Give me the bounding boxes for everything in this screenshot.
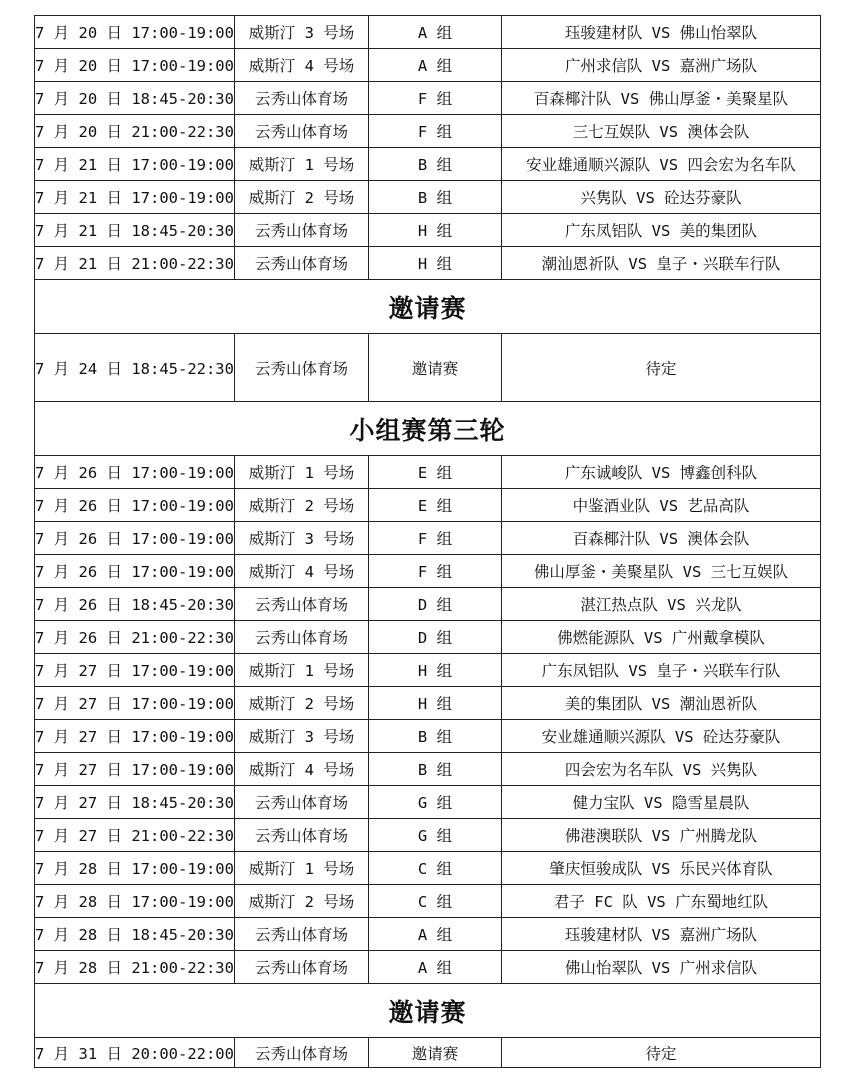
section-title: 小组赛第三轮 xyxy=(35,402,821,456)
schedule-body xyxy=(35,16,821,1068)
match-row xyxy=(35,885,821,918)
match-teams: 佛山怡翠队 VS 广州求信队 xyxy=(502,951,821,984)
match-teams: 健力宝队 VS 隐雪星晨队 xyxy=(502,786,821,819)
match-row xyxy=(35,819,821,852)
match-group: H 组 xyxy=(369,247,502,280)
match-date-time: 7 月 28 日 21:00-22:30 xyxy=(35,951,235,984)
match-group: B 组 xyxy=(369,720,502,753)
match-row xyxy=(35,753,821,786)
match-venue: 云秀山体育场 xyxy=(235,247,369,280)
match-date-time: 7 月 20 日 17:00-19:00 xyxy=(35,16,235,49)
match-date-time: 7 月 26 日 17:00-19:00 xyxy=(35,555,235,588)
match-row xyxy=(35,489,821,522)
match-group: D 组 xyxy=(369,621,502,654)
match-date-time: 7 月 27 日 17:00-19:00 xyxy=(35,753,235,786)
match-row xyxy=(35,181,821,214)
match-group: H 组 xyxy=(369,214,502,247)
match-row xyxy=(35,918,821,951)
match-date-time: 7 月 27 日 17:00-19:00 xyxy=(35,654,235,687)
match-teams: 百森椰汁队 VS 佛山厚釜・美聚星队 xyxy=(502,82,821,115)
match-teams: 湛江热点队 VS 兴龙队 xyxy=(502,588,821,621)
match-row xyxy=(35,621,821,654)
match-row xyxy=(35,456,821,489)
match-venue: 云秀山体育场 xyxy=(235,82,369,115)
match-group: A 组 xyxy=(369,16,502,49)
match-group: A 组 xyxy=(369,951,502,984)
match-venue: 威斯汀 2 号场 xyxy=(235,181,369,214)
match-date-time: 7 月 26 日 18:45-20:30 xyxy=(35,588,235,621)
section-title: 邀请赛 xyxy=(35,280,821,334)
match-venue: 云秀山体育场 xyxy=(235,1038,369,1068)
match-teams: 佛山厚釜・美聚星队 VS 三七互娱队 xyxy=(502,555,821,588)
match-venue: 威斯汀 1 号场 xyxy=(235,852,369,885)
match-group: 邀请赛 xyxy=(369,334,502,402)
match-group: F 组 xyxy=(369,522,502,555)
match-venue: 威斯汀 4 号场 xyxy=(235,555,369,588)
match-date-time: 7 月 26 日 21:00-22:30 xyxy=(35,621,235,654)
match-date-time: 7 月 28 日 17:00-19:00 xyxy=(35,852,235,885)
match-row xyxy=(35,115,821,148)
match-date-time: 7 月 20 日 21:00-22:30 xyxy=(35,115,235,148)
match-teams: 广州求信队 VS 嘉洲广场队 xyxy=(502,49,821,82)
match-venue: 云秀山体育场 xyxy=(235,115,369,148)
match-group: 邀请赛 xyxy=(369,1038,502,1068)
match-group: A 组 xyxy=(369,49,502,82)
section-header-row xyxy=(35,280,821,334)
match-group: D 组 xyxy=(369,588,502,621)
match-date-time: 7 月 28 日 18:45-20:30 xyxy=(35,918,235,951)
section-title: 邀请赛 xyxy=(35,984,821,1038)
match-row xyxy=(35,951,821,984)
match-date-time: 7 月 27 日 18:45-20:30 xyxy=(35,786,235,819)
match-venue: 威斯汀 4 号场 xyxy=(235,49,369,82)
match-venue: 云秀山体育场 xyxy=(235,918,369,951)
match-venue: 云秀山体育场 xyxy=(235,588,369,621)
match-group: F 组 xyxy=(369,82,502,115)
section-header-row xyxy=(35,984,821,1038)
match-date-time: 7 月 24 日 18:45-22:30 xyxy=(35,334,235,402)
match-teams: 佛港澳联队 VS 广州腾龙队 xyxy=(502,819,821,852)
match-group: F 组 xyxy=(369,115,502,148)
match-row xyxy=(35,522,821,555)
match-date-time: 7 月 27 日 21:00-22:30 xyxy=(35,819,235,852)
match-group: B 组 xyxy=(369,181,502,214)
match-row xyxy=(35,148,821,181)
match-row xyxy=(35,588,821,621)
match-teams: 兴隽队 VS 砼达芬豪队 xyxy=(502,181,821,214)
match-teams: 珏骏建材队 VS 嘉洲广场队 xyxy=(502,918,821,951)
match-row xyxy=(35,786,821,819)
match-venue: 威斯汀 1 号场 xyxy=(235,148,369,181)
match-venue: 云秀山体育场 xyxy=(235,621,369,654)
match-date-time: 7 月 31 日 20:00-22:00 xyxy=(35,1038,235,1068)
match-teams: 君子 FC 队 VS 广东蜀地红队 xyxy=(502,885,821,918)
match-schedule-table xyxy=(34,15,821,1068)
match-row xyxy=(35,16,821,49)
match-row xyxy=(35,720,821,753)
match-venue: 威斯汀 4 号场 xyxy=(235,753,369,786)
match-group: B 组 xyxy=(369,148,502,181)
match-venue: 云秀山体育场 xyxy=(235,951,369,984)
match-row xyxy=(35,1038,821,1068)
match-date-time: 7 月 26 日 17:00-19:00 xyxy=(35,522,235,555)
match-venue: 云秀山体育场 xyxy=(235,334,369,402)
match-row xyxy=(35,49,821,82)
match-venue: 威斯汀 2 号场 xyxy=(235,885,369,918)
match-group: E 组 xyxy=(369,489,502,522)
match-date-time: 7 月 27 日 17:00-19:00 xyxy=(35,720,235,753)
match-venue: 威斯汀 3 号场 xyxy=(235,720,369,753)
match-venue: 威斯汀 3 号场 xyxy=(235,522,369,555)
match-date-time: 7 月 26 日 17:00-19:00 xyxy=(35,489,235,522)
match-teams: 佛燃能源队 VS 广州戴拿模队 xyxy=(502,621,821,654)
match-group: C 组 xyxy=(369,885,502,918)
match-group: A 组 xyxy=(369,918,502,951)
match-date-time: 7 月 21 日 18:45-20:30 xyxy=(35,214,235,247)
match-teams: 广东凤铝队 VS 皇子・兴联车行队 xyxy=(502,654,821,687)
match-teams: 待定 xyxy=(502,334,821,402)
match-row xyxy=(35,334,821,402)
match-venue: 威斯汀 2 号场 xyxy=(235,687,369,720)
match-group: G 组 xyxy=(369,819,502,852)
match-date-time: 7 月 21 日 17:00-19:00 xyxy=(35,181,235,214)
match-group: C 组 xyxy=(369,852,502,885)
match-teams: 三七互娱队 VS 澳体会队 xyxy=(502,115,821,148)
match-group: H 组 xyxy=(369,687,502,720)
match-venue: 威斯汀 1 号场 xyxy=(235,456,369,489)
match-row xyxy=(35,687,821,720)
match-venue: 云秀山体育场 xyxy=(235,819,369,852)
match-venue: 云秀山体育场 xyxy=(235,214,369,247)
match-venue: 威斯汀 2 号场 xyxy=(235,489,369,522)
match-teams: 四会宏为名车队 VS 兴隽队 xyxy=(502,753,821,786)
match-teams: 安业雄通顺兴源队 VS 砼达芬豪队 xyxy=(502,720,821,753)
match-group: B 组 xyxy=(369,753,502,786)
match-date-time: 7 月 21 日 17:00-19:00 xyxy=(35,148,235,181)
match-row xyxy=(35,214,821,247)
match-teams: 肇庆恒骏成队 VS 乐民兴体育队 xyxy=(502,852,821,885)
match-teams: 潮汕恩祈队 VS 皇子・兴联车行队 xyxy=(502,247,821,280)
match-teams: 广东凤铝队 VS 美的集团队 xyxy=(502,214,821,247)
match-venue: 威斯汀 3 号场 xyxy=(235,16,369,49)
match-group: H 组 xyxy=(369,654,502,687)
match-teams: 中鉴酒业队 VS 艺品高队 xyxy=(502,489,821,522)
match-teams: 珏骏建材队 VS 佛山怡翠队 xyxy=(502,16,821,49)
match-date-time: 7 月 20 日 18:45-20:30 xyxy=(35,82,235,115)
match-teams: 百森椰汁队 VS 澳体会队 xyxy=(502,522,821,555)
match-group: E 组 xyxy=(369,456,502,489)
match-venue: 云秀山体育场 xyxy=(235,786,369,819)
match-row xyxy=(35,555,821,588)
match-teams: 广东诚峻队 VS 博鑫创科队 xyxy=(502,456,821,489)
match-teams: 美的集团队 VS 潮汕恩祈队 xyxy=(502,687,821,720)
section-header-row xyxy=(35,402,821,456)
match-row xyxy=(35,82,821,115)
match-date-time: 7 月 26 日 17:00-19:00 xyxy=(35,456,235,489)
match-row xyxy=(35,247,821,280)
match-group: G 组 xyxy=(369,786,502,819)
match-group: F 组 xyxy=(369,555,502,588)
match-date-time: 7 月 27 日 17:00-19:00 xyxy=(35,687,235,720)
match-teams: 待定 xyxy=(502,1038,821,1068)
match-date-time: 7 月 20 日 17:00-19:00 xyxy=(35,49,235,82)
match-date-time: 7 月 28 日 17:00-19:00 xyxy=(35,885,235,918)
match-row xyxy=(35,654,821,687)
match-row xyxy=(35,852,821,885)
match-venue: 威斯汀 1 号场 xyxy=(235,654,369,687)
match-teams: 安业雄通顺兴源队 VS 四会宏为名车队 xyxy=(502,148,821,181)
match-date-time: 7 月 21 日 21:00-22:30 xyxy=(35,247,235,280)
